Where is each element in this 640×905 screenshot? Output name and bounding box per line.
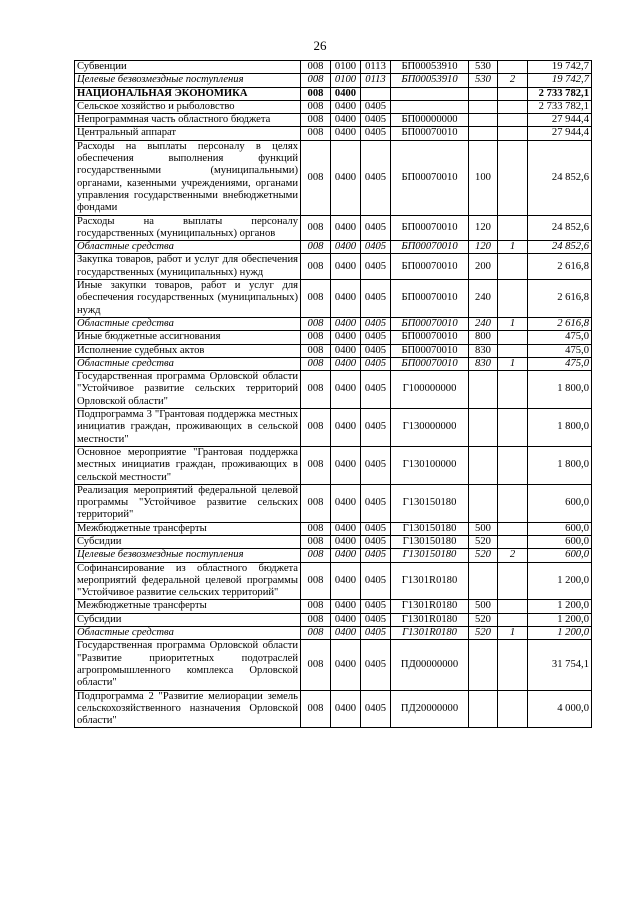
target-article-code: БП00070010 <box>391 280 469 318</box>
row-name: Реализация мероприятий федеральной целевой программы "Устойчивое развитие сельских территорий" <box>75 484 301 522</box>
funding-source-code: 1 <box>498 241 528 254</box>
subsection-code: 0405 <box>361 535 391 548</box>
amount: 475,0 <box>528 357 592 370</box>
subsection-code: 0405 <box>361 114 391 127</box>
target-article-code: БП00070010 <box>391 254 469 280</box>
dept-code: 008 <box>301 627 331 640</box>
target-article-code: Г1301R0180 <box>391 562 469 600</box>
expense-type-code: 520 <box>469 627 498 640</box>
section-code: 0400 <box>331 127 361 140</box>
amount: 600,0 <box>528 549 592 562</box>
funding-source-code <box>498 127 528 140</box>
table-row <box>75 140 592 215</box>
funding-source-code: 2 <box>498 549 528 562</box>
funding-source-code <box>498 254 528 280</box>
target-article-code: БП00070010 <box>391 127 469 140</box>
section-code: 0400 <box>331 613 361 626</box>
funding-source-code <box>498 280 528 318</box>
table-row <box>75 87 592 100</box>
section-code: 0400 <box>331 627 361 640</box>
target-article-code: БП00070010 <box>391 241 469 254</box>
target-article-code: Г130150180 <box>391 549 469 562</box>
target-article-code: БП00070010 <box>391 357 469 370</box>
amount: 1 800,0 <box>528 446 592 484</box>
amount: 31 754,1 <box>528 640 592 690</box>
subsection-code: 0113 <box>361 61 391 74</box>
expense-type-code: 240 <box>469 280 498 318</box>
table-row <box>75 562 592 600</box>
dept-code: 008 <box>301 87 331 100</box>
row-name: Областные средства <box>75 241 301 254</box>
expense-type-code: 200 <box>469 254 498 280</box>
subsection-code: 0405 <box>361 215 391 241</box>
subsection-code: 0405 <box>361 640 391 690</box>
row-name: Расходы на выплаты персоналу государственных (муниципальных) органов <box>75 215 301 241</box>
section-code: 0100 <box>331 74 361 87</box>
row-name: Иные закупки товаров, работ и услуг для обеспечения государственных (муниципальных) нужд <box>75 280 301 318</box>
dept-code: 008 <box>301 127 331 140</box>
expense-type-code <box>469 127 498 140</box>
expense-type-code: 830 <box>469 344 498 357</box>
table-row <box>75 61 592 74</box>
row-name: Целевые безвозмездные поступления <box>75 549 301 562</box>
table-row <box>75 357 592 370</box>
funding-source-code <box>498 613 528 626</box>
subsection-code: 0405 <box>361 371 391 409</box>
expense-type-code <box>469 371 498 409</box>
table-row <box>75 690 592 728</box>
table-row <box>75 344 592 357</box>
row-name: Исполнение судебных актов <box>75 344 301 357</box>
table-row <box>75 331 592 344</box>
dept-code: 008 <box>301 357 331 370</box>
table-row <box>75 127 592 140</box>
target-article-code <box>391 87 469 100</box>
table-row <box>75 640 592 690</box>
funding-source-code <box>498 114 528 127</box>
funding-source-code <box>498 640 528 690</box>
amount: 27 944,4 <box>528 127 592 140</box>
amount: 1 800,0 <box>528 409 592 447</box>
target-article-code: БП00070010 <box>391 317 469 330</box>
dept-code: 008 <box>301 254 331 280</box>
dept-code: 008 <box>301 331 331 344</box>
row-name: Иные бюджетные ассигнования <box>75 331 301 344</box>
section-code: 0400 <box>331 241 361 254</box>
amount: 19 742,7 <box>528 61 592 74</box>
section-code: 0400 <box>331 562 361 600</box>
table-row <box>75 100 592 113</box>
funding-source-code: 1 <box>498 317 528 330</box>
section-code: 0400 <box>331 344 361 357</box>
amount: 4 000,0 <box>528 690 592 728</box>
row-name: НАЦИОНАЛЬНАЯ ЭКОНОМИКА <box>75 87 301 100</box>
amount: 600,0 <box>528 522 592 535</box>
dept-code: 008 <box>301 600 331 613</box>
expense-type-code <box>469 690 498 728</box>
dept-code: 008 <box>301 562 331 600</box>
amount: 1 800,0 <box>528 371 592 409</box>
table-row <box>75 446 592 484</box>
amount: 27 944,4 <box>528 114 592 127</box>
expense-type-code <box>469 484 498 522</box>
dept-code: 008 <box>301 241 331 254</box>
amount: 2 733 782,1 <box>528 87 592 100</box>
expense-type-code <box>469 100 498 113</box>
target-article-code: ПД00000000 <box>391 640 469 690</box>
amount: 475,0 <box>528 344 592 357</box>
section-code: 0400 <box>331 87 361 100</box>
target-article-code: Г130000000 <box>391 409 469 447</box>
row-name: Межбюджетные трансферты <box>75 522 301 535</box>
subsection-code: 0405 <box>361 627 391 640</box>
section-code: 0400 <box>331 357 361 370</box>
funding-source-code <box>498 690 528 728</box>
table-row <box>75 317 592 330</box>
section-code: 0400 <box>331 535 361 548</box>
expense-type-code: 830 <box>469 357 498 370</box>
dept-code: 008 <box>301 74 331 87</box>
row-name: Целевые безвозмездные поступления <box>75 74 301 87</box>
subsection-code: 0405 <box>361 446 391 484</box>
funding-source-code <box>498 600 528 613</box>
subsection-code: 0405 <box>361 254 391 280</box>
funding-source-code <box>498 409 528 447</box>
row-name: Софинансирование из областного бюджета мероприятий федеральной целевой программы "Устойчивое развитие сельских территорий" <box>75 562 301 600</box>
expense-type-code <box>469 446 498 484</box>
section-code: 0100 <box>331 61 361 74</box>
subsection-code: 0405 <box>361 613 391 626</box>
section-code: 0400 <box>331 409 361 447</box>
section-code: 0400 <box>331 640 361 690</box>
funding-source-code: 2 <box>498 74 528 87</box>
expense-type-code: 240 <box>469 317 498 330</box>
expense-type-code <box>469 562 498 600</box>
expense-type-code <box>469 409 498 447</box>
section-code: 0400 <box>331 549 361 562</box>
section-code: 0400 <box>331 331 361 344</box>
dept-code: 008 <box>301 522 331 535</box>
dept-code: 008 <box>301 215 331 241</box>
target-article-code: ПД20000000 <box>391 690 469 728</box>
target-article-code: Г1301R0180 <box>391 613 469 626</box>
subsection-code: 0405 <box>361 344 391 357</box>
dept-code: 008 <box>301 114 331 127</box>
target-article-code: Г130100000 <box>391 446 469 484</box>
dept-code: 008 <box>301 613 331 626</box>
table-row <box>75 215 592 241</box>
amount: 1 200,0 <box>528 627 592 640</box>
dept-code: 008 <box>301 640 331 690</box>
dept-code: 008 <box>301 484 331 522</box>
table-row <box>75 254 592 280</box>
subsection-code: 0405 <box>361 409 391 447</box>
expense-type-code: 100 <box>469 140 498 215</box>
amount: 2 733 782,1 <box>528 100 592 113</box>
subsection-code: 0405 <box>361 280 391 318</box>
amount: 475,0 <box>528 331 592 344</box>
amount: 24 852,6 <box>528 215 592 241</box>
subsection-code <box>361 87 391 100</box>
section-code: 0400 <box>331 215 361 241</box>
table-row <box>75 535 592 548</box>
dept-code: 008 <box>301 549 331 562</box>
expense-type-code: 520 <box>469 535 498 548</box>
amount: 2 616,8 <box>528 317 592 330</box>
row-name: Межбюджетные трансферты <box>75 600 301 613</box>
section-code: 0400 <box>331 114 361 127</box>
section-code: 0400 <box>331 600 361 613</box>
subsection-code: 0405 <box>361 317 391 330</box>
row-name: Областные средства <box>75 627 301 640</box>
target-article-code: БП00053910 <box>391 61 469 74</box>
amount: 1 200,0 <box>528 600 592 613</box>
row-name: Сельское хозяйство и рыболовство <box>75 100 301 113</box>
subsection-code: 0405 <box>361 600 391 613</box>
funding-source-code: 1 <box>498 627 528 640</box>
table-row <box>75 280 592 318</box>
section-code: 0400 <box>331 100 361 113</box>
section-code: 0400 <box>331 317 361 330</box>
table-row <box>75 484 592 522</box>
amount: 600,0 <box>528 535 592 548</box>
row-name: Субвенции <box>75 61 301 74</box>
subsection-code: 0405 <box>361 484 391 522</box>
dept-code: 008 <box>301 446 331 484</box>
expense-type-code: 120 <box>469 215 498 241</box>
table-row <box>75 241 592 254</box>
dept-code: 008 <box>301 690 331 728</box>
expense-type-code: 500 <box>469 600 498 613</box>
funding-source-code <box>498 522 528 535</box>
table-row <box>75 549 592 562</box>
target-article-code: Г130150180 <box>391 535 469 548</box>
row-name: Расходы на выплаты персоналу в целях обеспечения выполнения функций государственными (муниципальными) органами, казенными учреждениями, органами управления государственными внебюджетными фондами <box>75 140 301 215</box>
row-name: Основное мероприятие "Грантовая поддержка местных инициатив граждан, проживающих в сельской местности" <box>75 446 301 484</box>
dept-code: 008 <box>301 280 331 318</box>
funding-source-code <box>498 535 528 548</box>
row-name: Центральный аппарат <box>75 127 301 140</box>
section-code: 0400 <box>331 254 361 280</box>
subsection-code: 0405 <box>361 690 391 728</box>
section-code: 0400 <box>331 484 361 522</box>
table-row <box>75 74 592 87</box>
subsection-code: 0405 <box>361 331 391 344</box>
subsection-code: 0405 <box>361 127 391 140</box>
section-code: 0400 <box>331 522 361 535</box>
amount: 1 200,0 <box>528 613 592 626</box>
target-article-code <box>391 100 469 113</box>
funding-source-code <box>498 87 528 100</box>
row-name: Областные средства <box>75 317 301 330</box>
amount: 24 852,6 <box>528 241 592 254</box>
subsection-code: 0405 <box>361 562 391 600</box>
amount: 1 200,0 <box>528 562 592 600</box>
expense-type-code <box>469 114 498 127</box>
dept-code: 008 <box>301 371 331 409</box>
amount: 19 742,7 <box>528 74 592 87</box>
subsection-code: 0113 <box>361 74 391 87</box>
section-code: 0400 <box>331 446 361 484</box>
expense-type-code <box>469 87 498 100</box>
row-name: Подпрограмма 2 "Развитие мелиорации земель сельскохозяйственного назначения Орловской области" <box>75 690 301 728</box>
section-code: 0400 <box>331 690 361 728</box>
table-row <box>75 613 592 626</box>
target-article-code: Г1301R0180 <box>391 600 469 613</box>
row-name: Субсидии <box>75 535 301 548</box>
target-article-code: Г100000000 <box>391 371 469 409</box>
page-number: 26 <box>313 38 327 53</box>
dept-code: 008 <box>301 317 331 330</box>
expense-type-code: 520 <box>469 549 498 562</box>
target-article-code: БП00070010 <box>391 215 469 241</box>
amount: 2 616,8 <box>528 254 592 280</box>
expense-type-code: 520 <box>469 613 498 626</box>
target-article-code: БП00053910 <box>391 74 469 87</box>
row-name: Областные средства <box>75 357 301 370</box>
subsection-code: 0405 <box>361 549 391 562</box>
table-row <box>75 371 592 409</box>
funding-source-code <box>498 446 528 484</box>
funding-source-code <box>498 562 528 600</box>
funding-source-code <box>498 484 528 522</box>
table-row <box>75 409 592 447</box>
target-article-code: БП00070010 <box>391 344 469 357</box>
row-name: Непрограммная часть областного бюджета <box>75 114 301 127</box>
table-row <box>75 600 592 613</box>
table-row <box>75 522 592 535</box>
amount: 24 852,6 <box>528 140 592 215</box>
section-code: 0400 <box>331 280 361 318</box>
dept-code: 008 <box>301 61 331 74</box>
funding-source-code <box>498 140 528 215</box>
table-row <box>75 627 592 640</box>
row-name: Государственная программа Орловской области "Устойчивое развитие сельских территорий Орловской области" <box>75 371 301 409</box>
target-article-code: Г130150180 <box>391 484 469 522</box>
expense-type-code: 530 <box>469 61 498 74</box>
target-article-code: БП00070010 <box>391 140 469 215</box>
dept-code: 008 <box>301 344 331 357</box>
funding-source-code: 1 <box>498 357 528 370</box>
row-name: Закупка товаров, работ и услуг для обеспечения государственных (муниципальных) нужд <box>75 254 301 280</box>
target-article-code: БП00000000 <box>391 114 469 127</box>
expense-type-code: 800 <box>469 331 498 344</box>
target-article-code: Г1301R0180 <box>391 627 469 640</box>
subsection-code: 0405 <box>361 140 391 215</box>
expense-type-code: 120 <box>469 241 498 254</box>
subsection-code: 0405 <box>361 241 391 254</box>
expense-type-code: 500 <box>469 522 498 535</box>
section-code: 0400 <box>331 140 361 215</box>
dept-code: 008 <box>301 100 331 113</box>
row-name: Подпрограмма 3 "Грантовая поддержка местных инициатив граждан, проживающих в сельской местности" <box>75 409 301 447</box>
dept-code: 008 <box>301 140 331 215</box>
subsection-code: 0405 <box>361 522 391 535</box>
subsection-code: 0405 <box>361 100 391 113</box>
target-article-code: БП00070010 <box>391 331 469 344</box>
amount: 2 616,8 <box>528 280 592 318</box>
funding-source-code <box>498 215 528 241</box>
funding-source-code <box>498 331 528 344</box>
table-row <box>75 114 592 127</box>
funding-source-code <box>498 100 528 113</box>
budget-table <box>74 60 592 728</box>
target-article-code: Г130150180 <box>391 522 469 535</box>
funding-source-code <box>498 61 528 74</box>
funding-source-code <box>498 371 528 409</box>
dept-code: 008 <box>301 409 331 447</box>
subsection-code: 0405 <box>361 357 391 370</box>
section-code: 0400 <box>331 371 361 409</box>
row-name: Субсидии <box>75 613 301 626</box>
dept-code: 008 <box>301 535 331 548</box>
amount: 600,0 <box>528 484 592 522</box>
funding-source-code <box>498 344 528 357</box>
expense-type-code: 530 <box>469 74 498 87</box>
row-name: Государственная программа Орловской области "Развитие приоритетных подотраслей агропромышленного комплекса Орловской области" <box>75 640 301 690</box>
expense-type-code <box>469 640 498 690</box>
